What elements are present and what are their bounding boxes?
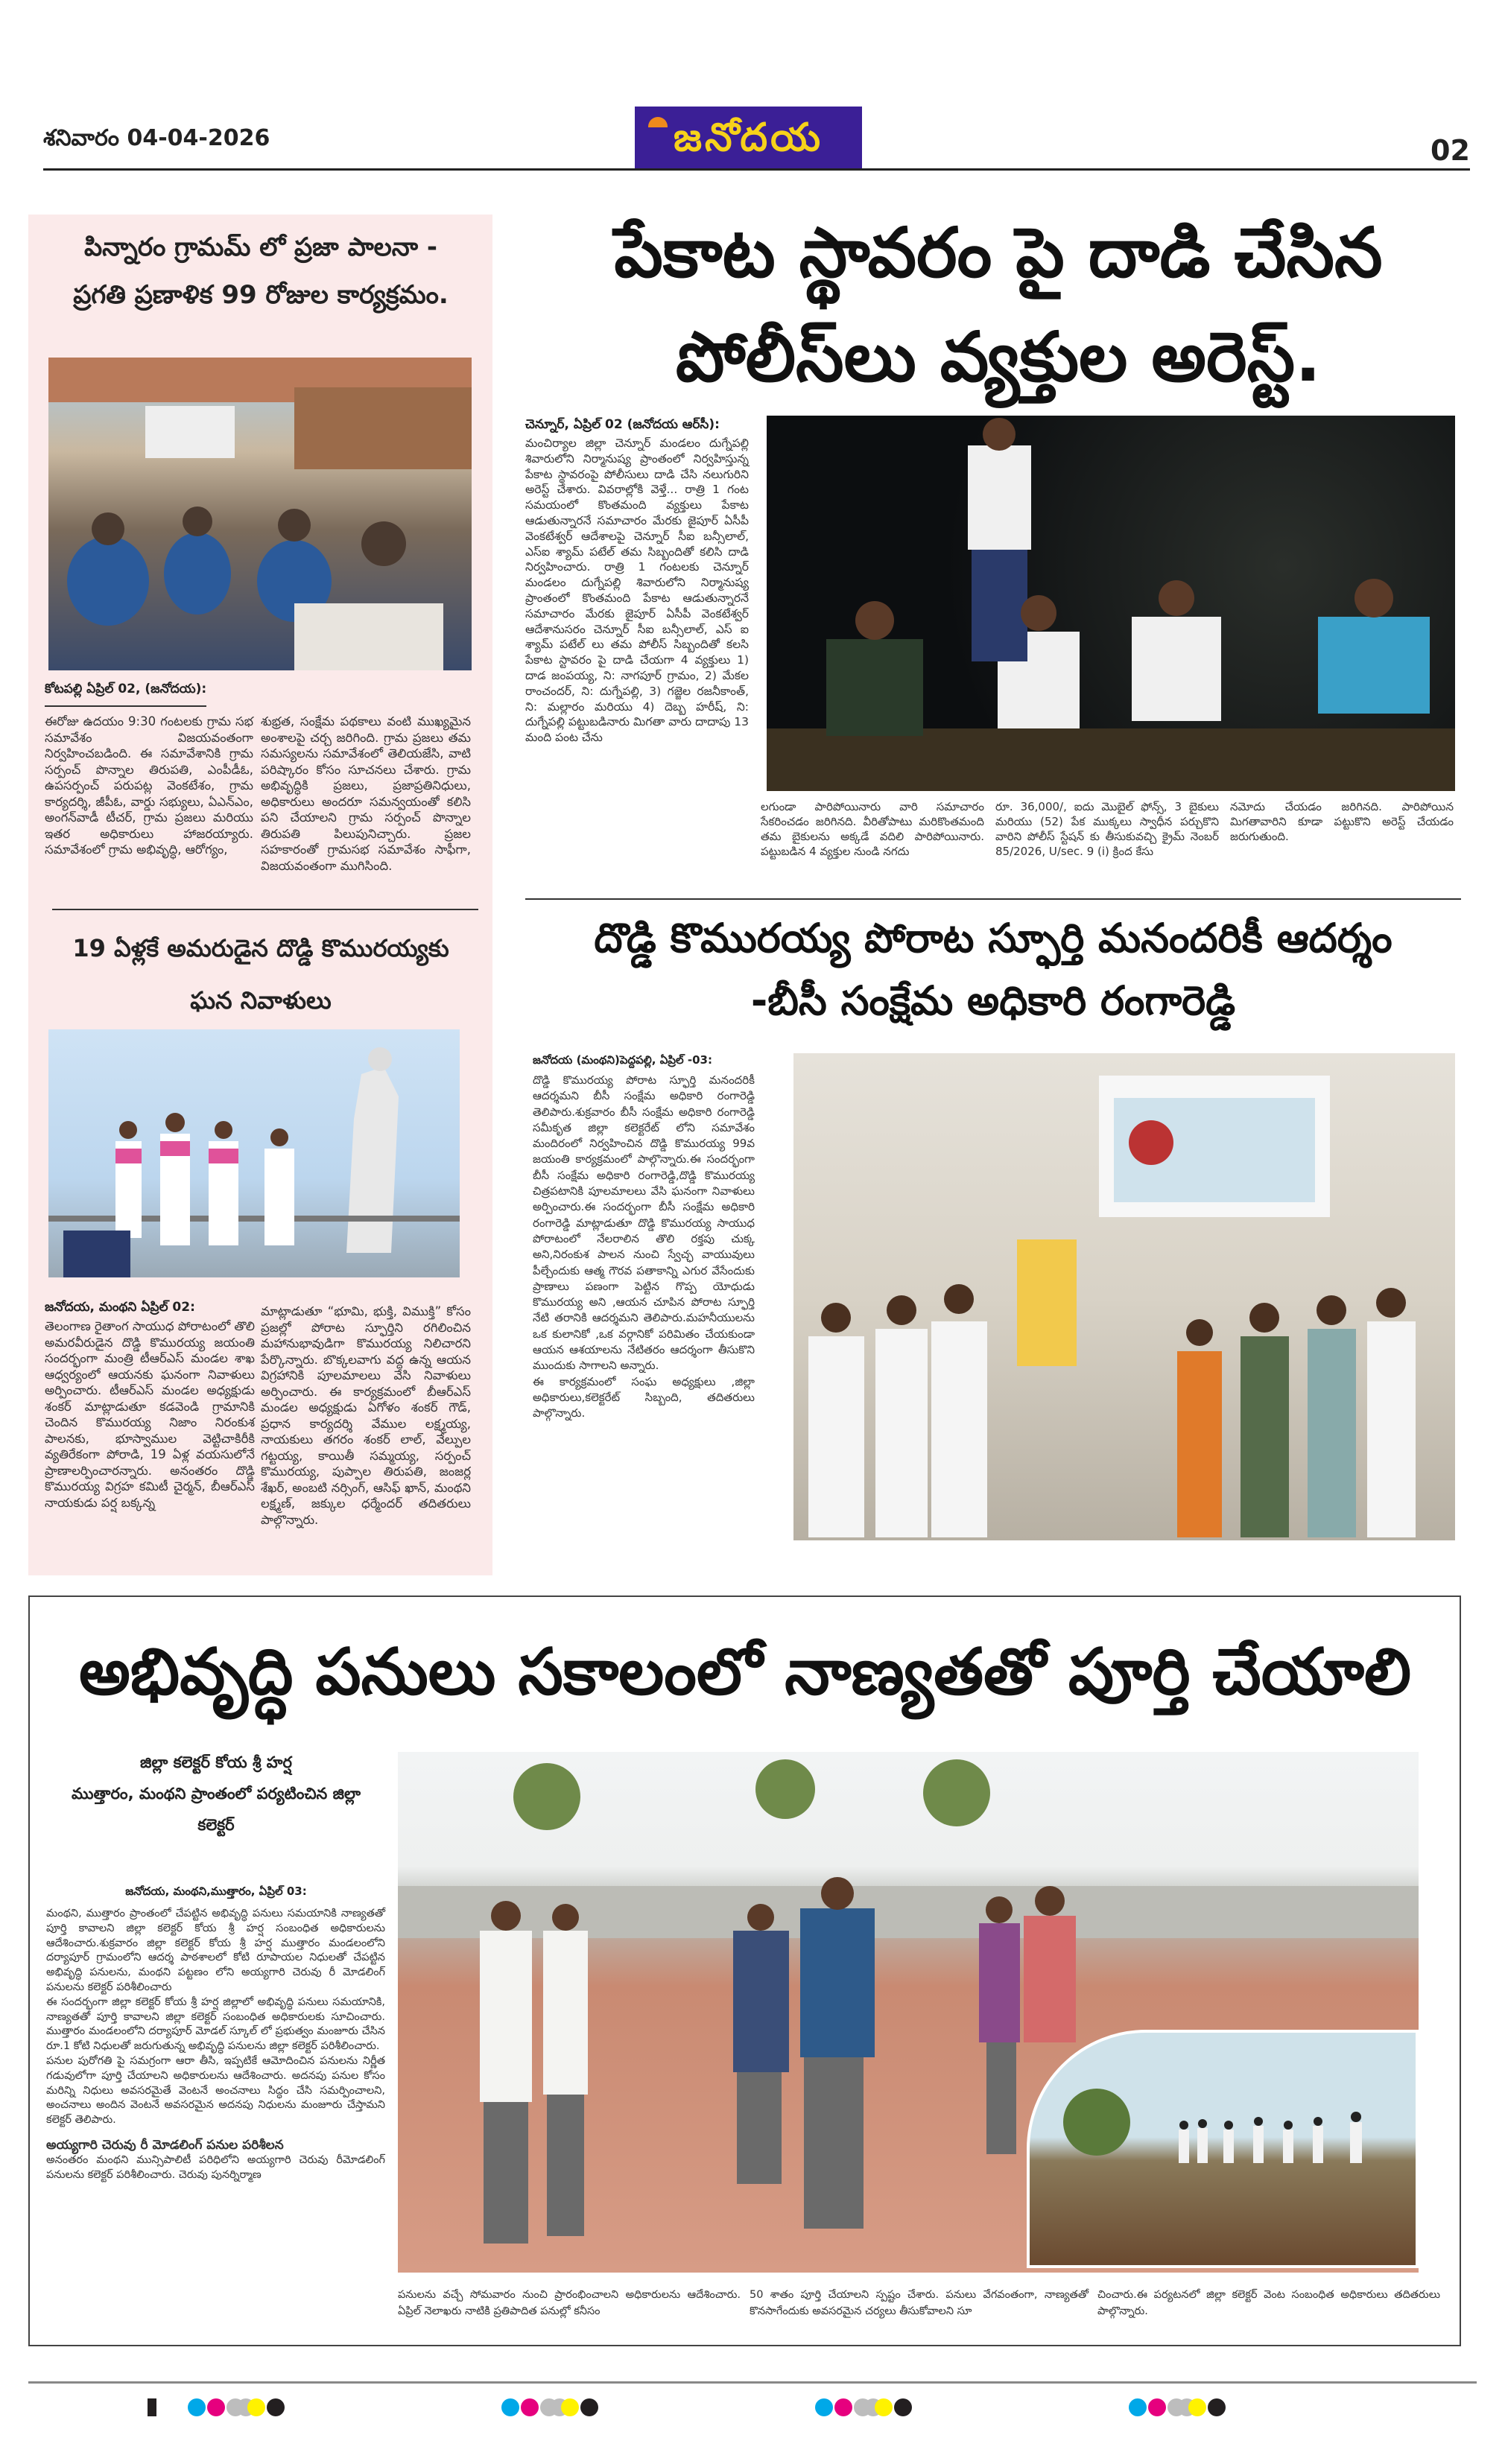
praja-palana-body-col2: శుభ్రత, సంక్షేమ పథకాలు వంటి ముఖ్యమైన అంశాలపై చర్చ జరిగింది. గ్రామ ప్రజలు తమ సమస్యలను సమావేశంలో తెలియజేసి, వాటి పరిష్కారం కోసం సూచనలు చేశారు. గ్రామ అభివృద్ధికి ప్రజలు, ప్రజాప్రతినిధులు, అధికారులు అందరూ సమన్వయంతో కలిసి పని చేయాలని గ్రామ సర్పంచ్ పొన్నాల తిరుపతి పిలుపునిచ్చారు. ప్రజల సహకారంతో గ్రామసభ సమావేశం సాఫీగా, విజయవంతంగా ముగిసింది. xyxy=(261,714,471,873)
praja-palana-headline xyxy=(37,223,484,319)
statue-tribute-photo xyxy=(48,1029,460,1277)
color-dot xyxy=(1148,2398,1166,2416)
masthead-divider xyxy=(43,168,1470,171)
tribute-body-col1: తెలంగాణ రైతాంగ సాయుధ పోరాటంలో తొలి అమరవీరుడైన దొడ్డి కొమురయ్య జయంతి సందర్భంగా మంత్రి టీఆర్ఎస్ మండల శాఖ ఆధ్వర్యంలో ఆయనకు ఘనంగా నివాళులు అర్పించారు. టీఆర్ఎస్ మండల అధ్యక్షుడు శంకర్ మాట్లాడుతూ కడవెండి గ్రామానికి చెందిన కొమురయ్య నిజాం నిరంకుశ పాలనకు, భూస్వాముల వెట్టిచాకిరీకి వ్యతిరేకంగా పోరాడి, 19 ఏళ్ల వయసులోనే ప్రాణాలర్పించారన్నారు. అనంతరం దొడ్డి కొమురయ్య విగ్రహ కమిటీ చైర్మన్, బీఆర్ఎస్ నాయకుడు పర్ష బక్కన్న xyxy=(45,1319,255,1510)
raid-body-col3: రూ. 36,000/, ఐదు మొబైల్ ఫోన్స్, 3 బైకులు మరియు (52) పేక ముక్కలు స్వాధీన పర్చుకొని వారిని పోలీస్ స్టేషన్ కు తీసుకువచ్చి క్రైమ్ నెంబర్ 85/2026, U/sec. 9 (i) క్రింద కేసు xyxy=(995,800,1219,858)
paragraph: ఈ సందర్భంగా జిల్లా కలెక్టర్ కోయ శ్రీ హర్ష జిల్లాలో అభివృద్ధి పనులు సమయానికి, నాణ్యతతో పూర్తి కావాలని జిల్లా కలెక్టర్ సంబంధిత అధికారులకు సూచించారు. ముత్తారం మండలంలోని దర్యాపూర్ మోడల్ స్కూల్ లో ప్రభుత్వం మంజూరు చేసిన రూ.1 కోటి నిధులతో జరుగుతున్న అభివృద్ధి పనులను జిల్లా కలెక్టర్ పరిశీలించారు. xyxy=(46,1995,385,2053)
headline-line: -బీసీ సంక్షేమ అధికారి రంగారెడ్డి xyxy=(750,977,1236,1024)
raid-body-col1: మంచిర్యాల జిల్లా చెన్నూర్ మండలం దుగ్నేపల్లి శివారులోని నిర్మానుష్య ప్రాంతంలో నిర్వహిస్తున్న పేకాట స్థావరంపై పోలీసులు దాడి చేసి నలుగురిని అరెస్ట్ చేశారు. వివరాల్లోకి వెళ్తే... రాత్రి 1 గంట సమయంలో కొంతమంది వ్యక్తులు పేకాట ఆడుతున్నారనే సమాచారం మేరకు జైపూర్ ఏసీపీ వెంకటేశ్వర్ ఆదేశాలపై చెన్నూర్ సీఐ బన్సీలాల్, ఎస్ఐ శ్యామ్ పటేల్ తమ సిబ్బందితో కలిసి దాడి నిర్వహించారు. రాత్రి 1 గంటలకు చెన్నూర్ మండలం దుగ్నేపల్లి శివారులోని నిర్మానుష్య ప్రాంతంలో కొంతమంది పేకాట ఆడుతున్నారనే సమాచారం మేరకు జైపూర్ ఏసీపీ వెంకటేశ్వర్ ఆదేశానుసరం చెన్నూర్ సీఐ బన్సీలాల్, ఎస్ ఐ శ్యామ్ పటేల్ లు తమ పోలీస్ సిబ్బందితో కలసి పేకాట స్టావరం పై దాడి చేయగా 4 వ్యక్తులు 1) దాడ జంపయ్య, ని: నాగపూర్ గ్రామం, 2) మేకల రాంచందర్, ని: దుగ్నేపల్లి, 3) గజ్జెల రజనీకాంత్, ని: మల్లారం మరియు 4) దెబ్బ హరీష్, ని: దుగ్నేపల్లి పట్టుబడినారు మిగతా వారు దాదాపు 13 మంది పంట చేను xyxy=(525,436,749,745)
police-raid-photo xyxy=(767,416,1455,791)
newspaper-logo xyxy=(635,107,862,169)
color-dot xyxy=(501,2398,519,2416)
headline-line: పోలీస్‌లు వ్యక్తుల అరెస్ట్. xyxy=(675,317,1322,397)
color-dot xyxy=(834,2398,852,2416)
section-divider xyxy=(525,898,1461,900)
registration-bar xyxy=(148,2398,156,2416)
section-divider xyxy=(52,909,478,910)
color-dot xyxy=(1208,2398,1226,2416)
bc-welfare-dateline: జనోదయ (మంథని)పెద్దపల్లి, ఏప్రిల్ -03: xyxy=(533,1053,712,1067)
color-dot xyxy=(247,2398,265,2416)
footer-rule xyxy=(28,2381,1477,2384)
subheadline-line: ముత్తారం, మంథని ప్రాంతంలో పర్యటించిన జిల్లా xyxy=(72,1785,361,1803)
collector-body-col3: 50 శాతం పూర్తి చేయాలని స్పష్టం చేశారు. పనులు వేగవంతంగా, నాణ్యతతో కొనసాగేందుకు అవసరమైన చర్యలు తీసుకోవాలని సూ xyxy=(750,2289,1089,2317)
headline-line: ప్రగతి ప్రణాళిక 99 రోజుల కార్యక్రమం. xyxy=(73,280,449,310)
collector-headline: అభివృద్ధి పనులు సకాలంలో నాణ్యతతో పూర్తి చేయాలి xyxy=(78,1635,1411,1709)
subheadline-line: కలెక్టర్ xyxy=(197,1816,235,1834)
color-dot xyxy=(815,2398,833,2416)
color-dot xyxy=(521,2398,539,2416)
tribute-headline xyxy=(37,922,484,1026)
collector-subheadline xyxy=(45,1747,387,1841)
tribute-dateline: జనోదయ, మంథని ఏప్రిల్ 02: xyxy=(45,1300,195,1315)
headline-line: పిన్నారం గ్రామమ్ లో ప్రజా పాలనా - xyxy=(83,232,438,262)
subsection-title: అయ్యగారి చెరువు రీ మోడలింగ్ పనుల పరిశీలన xyxy=(46,2137,284,2153)
collector-dateline: జనోదయ, మంథని,ముత్తారం, ఏప్రిల్ 03: xyxy=(125,1884,307,1898)
paragraph: దొడ్డి కొమురయ్య పోరాట స్ఫూర్తి మనందరికీ ఆదర్శమని బీసీ సంక్షేమ అధికారి రంగారెడ్డి తెలిపారు.శుక్రవారం బీసీ సంక్షేమ అధికారి రంగారెడ్డి సమీకృత జిల్లా కలెక్టరేట్ లోని సమావేశం మందిరంలో నిర్వహించిన దొడ్డి కొమురయ్య 99వ జయంతి కార్యక్రమంలో పాల్గొన్నారు.ఈ సందర్భంగా బీసీ సంక్షేమ అధికారి రంగారెడ్డి,దొడ్డి కొమురయ్య చిత్రపటానికి పూలమాలలు వేసి ఘనంగా నివాళులు అర్పించారు.ఈ సందర్భంగా బీసీ సంక్షేమ అధికారి రంగారెడ్డి మాట్లాడుతూ దొడ్డి కొమురయ్య సాయుధ పోరాటంలో నేలరాలిన తొలి రక్తపు చుక్క అని,నిరంకుశ పాలన నుంచి స్వేచ్ఛ వాయువులు పీల్చేందుకు ఆత్మ గౌరవ పతాకాన్ని ఎగుర వేసేందుకు ప్రాణాలు పణంగా పెట్టిన గొప్ప యోధుడు కొమురయ్య అని ,ఆయన చూపిన పోరాట స్ఫూర్తి నేటి తరానికి ఆదర్శమని తెలిపారు.మహనీయులను ఒక కులానికో ,ఒక వర్గానికో పరిమితం చేయకుండా ఆయన ఆశయాలను నేటితరం ఆదర్శంగా తీసుకొని ముందుకు సాగాలని అన్నారు. xyxy=(533,1073,755,1373)
headline-line: 19 ఏళ్లకే అమరుడైన దొడ్డి కొమురయ్యకు xyxy=(72,934,449,962)
color-dot xyxy=(561,2398,579,2416)
collector-body-col4: చించారు.ఈ పర్యటనలో జిల్లా కలెక్టర్ వెంట సంబంధిత అధికారులు తదితరులు పాల్గొన్నారు. xyxy=(1097,2289,1440,2317)
praja-palana-dateline: కోటపల్లి ఏప్రిల్ 02, (జనోదయ): xyxy=(45,682,206,707)
village-meeting-photo xyxy=(48,358,472,670)
color-dot xyxy=(1188,2398,1206,2416)
bc-welfare-body xyxy=(533,1073,755,1422)
subheadline-line: జిల్లా కలెక్టర్ కోయ శ్రీ హర్ష xyxy=(140,1753,292,1771)
headline-line: పేకాట స్థావరం పై దాడి చేసిన xyxy=(614,213,1383,293)
pond-remodeling-inset-photo xyxy=(1027,2030,1419,2268)
tribute-body-col2: మాట్లాడుతూ “భూమి, భుక్తి, విముక్తి” కోసం ప్రజల్లో పోరాట స్ఫూర్తిని రగిలించిన మహానుభావుడిగా కొమురయ్య నిలిచారని పేర్కొన్నారు. బొక్కలవాగు వద్ద ఉన్న ఆయన విగ్రహానికి పూలమాలలు వేసి నివాళులు అర్పించారు. ఈ కార్యక్రమంలో బీఆర్ఎస్ మండల అధ్యక్షుడు ఏగోళం శంకర్ గౌడ్, ప్రధాన కార్యదర్శి వేముల లక్ష్మయ్య, నాయకులు తగరం శంకర్ లాల్, వేల్పుల గట్టయ్య, కాయితీ సమ్మయ్య, సర్పంచ్ కొమురయ్య, పుప్పాల తిరుపతి, జంజర్ల శేఖర్, అంబటి నర్సింగ్, ఆసిఫ్ ఖాన్, మంథని లక్ష్మణ్, జక్కుల ధర్మేందర్ తదితరులు పాల్గొన్నారు. xyxy=(261,1304,471,1527)
page-number: 02 xyxy=(1430,134,1470,167)
jayanthi-event-photo xyxy=(793,1053,1455,1540)
raid-body-col4: నమోదు చేయడం జరిగినది. పారిపోయిన మిగతావారిని కూడా పట్టుకొని అరెస్ట్ చేయడం జరుగుతుంది. xyxy=(1230,800,1454,843)
color-dot xyxy=(207,2398,225,2416)
color-dot xyxy=(1129,2398,1147,2416)
color-dot xyxy=(580,2398,598,2416)
raid-dateline: చెన్నూర్, ఏప్రిల్ 02 (జనోదయ ఆర్‌సీ): xyxy=(525,417,720,432)
raid-headline xyxy=(522,201,1475,410)
raid-body-col2: లగుండా పారిపోయినారు వారి సమాచారం సేకరించడం జరిగినది. వీరితోపాటు మరికొంతమంది తమ బైకులను అక్కడే వదిలి పారిపోయినారు. పట్టుబడిన 4 వ్యక్తుల నుండి నగదు xyxy=(761,800,984,858)
praja-palana-body-col1: ఈరోజు ఉదయం 9:30 గంటలకు గ్రామ సభ సమావేశం విజయవంతంగా నిర్వహించబడింది. ఈ సమావేశానికి గ్రామ సర్పంచ్ పొన్నాల తిరుపతి, ఎంపీడీఓ, ఉపసర్పంచ్ పరుపట్ల వెంకటేశం, గ్రామ కార్యదర్శి, జీపీఓ, వార్డు సభ్యులు, ఏఎన్ఎం, అంగన్‌వాడీ టీచర్, గ్రామ ప్రజలు మరియు ఇతర అధికారులు హాజరయ్యారు. సమావేశంలో గ్రామ అభివృద్ధి, ఆరోగ్యం, xyxy=(45,714,253,857)
headline-line: ఘన నివాళులు xyxy=(190,986,332,1015)
paragraph: మంథని, ముత్తారం ప్రాంతంలో చేపట్టిన అభివృద్ధి పనులు సమయానికి నాణ్యతతో పూర్తి కావాలని జిల్లా కలెక్టర్ కోయ శ్రీ హర్ష సంబంధిత అధికారులను ఆదేశించారు.శుక్రవారం జిల్లా కలెక్టర్ కోయ శ్రీ హర్ష ముత్తారం మండలంలోని దర్యాపూర్ గ్రామంలోని ఆదర్శ పాఠశాలలో కోటి రూపాయల నిధులతో చేపట్టిన అభివృద్ధి పనులను, మంథని పట్టణం లోని అయ్యగారి చెరువు రీ మోడలింగ్ పనులను కలెక్టర్ పరిశీలించారు xyxy=(46,1908,385,1993)
issue-date: శనివారం 04-04-2026 xyxy=(43,125,270,151)
color-dot xyxy=(894,2398,912,2416)
headline-line: దొడ్డి కొమురయ్య పోరాట స్ఫూర్తి మనందరికీ ఆదర్శం xyxy=(594,915,1392,962)
collector-body-col2: పనులను వచ్చే సోమవారం నుంచి ప్రారంభించాలని అధికారులను ఆదేశించారు. ఏప్రిల్ నెలాఖరు నాటికి ప్రతిపాదిత పనుల్లో కనీసం xyxy=(398,2289,741,2317)
color-dot xyxy=(267,2398,285,2416)
logo-text: జనోదయ xyxy=(674,115,823,160)
paragraph: పనుల పురోగతి పై సమగ్రంగా ఆరా తీసి, ఇప్పటికే ఆమోదించిన పనులను నిర్ణీత గడువులోగా పూర్తి చేయాలని అధికారులను ఆదేశించారు. అదనపు పనుల కోసం మరిన్ని నిధులు అవసరమైతే వెంటనే అంచనాలు సిద్ధం చేసి సమర్పించాలని, అంచనాలు అందిన వెంటనే అవసరమైన అదనపు నిధులను మంజూరు చేస్తామని కలెక్టర్ తెలిపారు. xyxy=(46,2054,385,2127)
paragraph: ఈ కార్యక్రమంలో సంఘ అధ్యక్షులు ,జిల్లా అధికారులు,కలెక్టరేట్ సిబ్బంది, తదితరులు పాల్గొన్నారు. xyxy=(533,1374,755,1420)
color-dot xyxy=(875,2398,893,2416)
rising-sun-icon xyxy=(648,117,668,127)
bc-welfare-headline xyxy=(525,907,1461,1032)
color-dot xyxy=(188,2398,206,2416)
paragraph: అనంతరం మంథని మున్సిపాలిటీ పరిధిలోని అయ్యగారి చెరువు రీమోడలింగ్ పనులను కలెక్టర్ పరిశీలించారు. చెరువు పునర్నిర్మాణ xyxy=(46,2153,385,2181)
collector-body xyxy=(46,1907,385,2182)
